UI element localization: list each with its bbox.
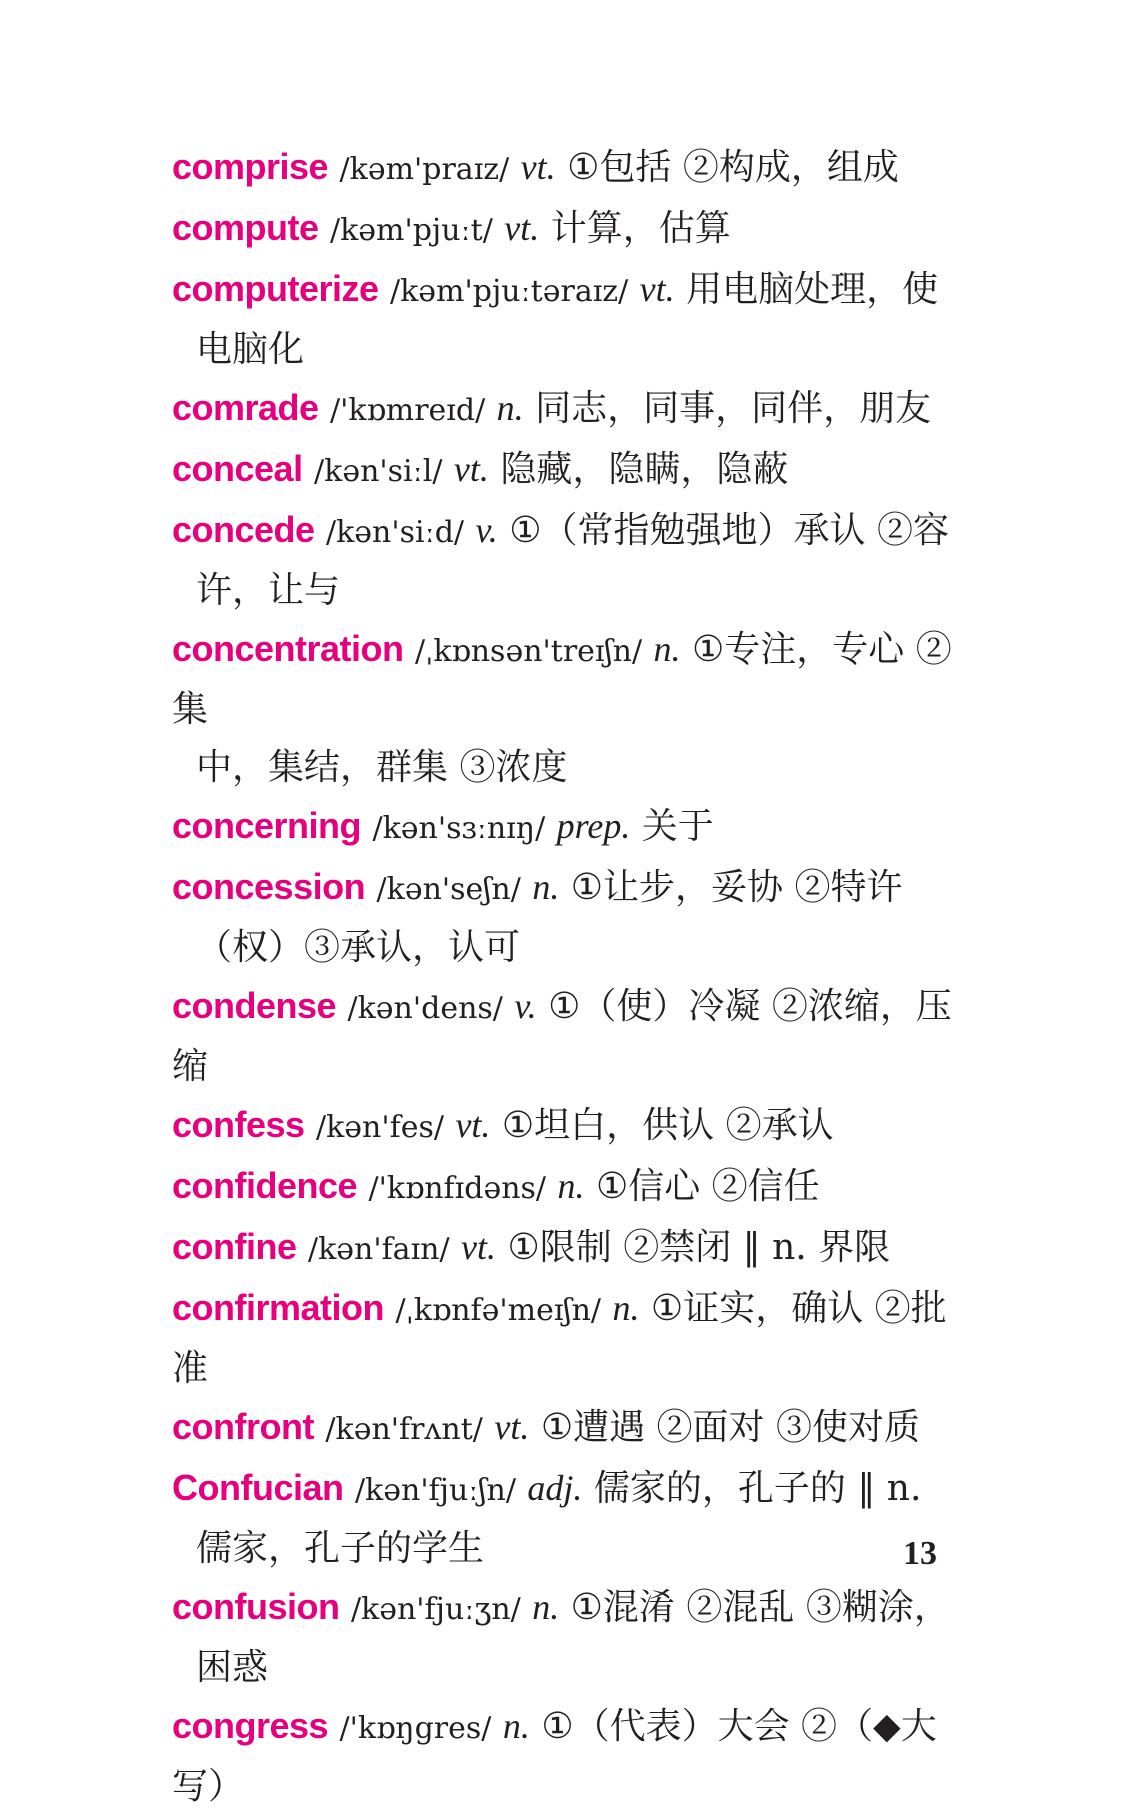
part-of-speech: v. (514, 986, 537, 1026)
part-of-speech: vt. (453, 449, 489, 489)
definition-continuation: 儒家，孔子的学生 (196, 1528, 485, 1569)
headword: confront (172, 1406, 314, 1447)
phonetic: /kən'siːl/ (314, 454, 443, 489)
definition: ①（使）冷凝 ②浓缩，压缩 (172, 986, 952, 1087)
definition-continuation: 许，让与 (196, 570, 341, 611)
entry-confine (172, 1218, 972, 1279)
definition-continuation: 中，集结，群集 ③浓度 (196, 747, 568, 788)
entry-concerning (172, 797, 972, 858)
part-of-speech: n. (532, 867, 560, 907)
phonetic: /'kɒmreɪd/ (330, 393, 486, 428)
phonetic: /kəm'praɪz/ (339, 152, 510, 187)
definition: ①限制 ②禁闭 ‖ n. 界限 (507, 1227, 891, 1268)
phonetic: /kən'seʃn/ (376, 872, 521, 907)
headword: comrade (172, 387, 319, 428)
part-of-speech: v. (475, 510, 498, 550)
entry-confront (172, 1398, 972, 1459)
definition: ①（常指勉强地）承认 ②容 (509, 510, 949, 551)
entry-confucian (172, 1459, 972, 1578)
headword: condense (172, 985, 337, 1026)
page-number: 13 (903, 1535, 937, 1572)
phonetic: /kən'faɪn/ (307, 1232, 450, 1267)
entry-concentration (172, 620, 972, 797)
headword: confusion (172, 1586, 340, 1627)
definition: ①让步，妥协 ②特许 (570, 867, 903, 908)
phonetic: /kən'fes/ (316, 1110, 444, 1145)
entry-comprise (172, 138, 972, 199)
definition-continuation: （权）③承认，认可 (196, 927, 521, 968)
phonetic: /kəm'pjuːtəraɪz/ (390, 274, 629, 309)
definition: ①证实，确认 ②批准 (172, 1288, 947, 1389)
definition: ①（代表）大会 ②（◆大写） (172, 1706, 937, 1807)
definition: 用电脑处理，使 (686, 269, 939, 310)
headword: concession (172, 866, 366, 907)
definition: ①遭遇 ②面对 ③使对质 (540, 1407, 920, 1448)
part-of-speech: n. (612, 1288, 640, 1328)
headword: concentration (172, 628, 404, 669)
entry-concede (172, 501, 972, 620)
phonetic: /kən'fjuːʒn/ (350, 1592, 521, 1627)
part-of-speech: vt. (520, 147, 556, 187)
headword: Confucian (172, 1467, 344, 1508)
headword: confirmation (172, 1287, 385, 1328)
dictionary-entries (172, 138, 972, 1816)
phonetic: /kəm'pjuːt/ (329, 213, 493, 248)
definition: ①包括 ②构成，组成 (567, 147, 899, 188)
entry-concession (172, 858, 972, 977)
headword: confine (172, 1226, 297, 1267)
part-of-speech: vt. (504, 208, 540, 248)
part-of-speech: n. (532, 1587, 560, 1627)
definition: 同志，同事，同伴，朋友 (535, 388, 932, 429)
headword: confidence (172, 1165, 358, 1206)
definition: ①专注，专心 ②集 (172, 629, 952, 730)
headword: computerize (172, 268, 379, 309)
phonetic: /'kɒŋgres/ (339, 1711, 492, 1746)
phonetic: /kən'dens/ (347, 991, 503, 1026)
phonetic: /ˌkɒnfə'meɪʃn/ (395, 1293, 602, 1328)
definition: 隐藏，隐瞒，隐蔽 (500, 449, 789, 490)
phonetic: /'kɒnfɪdəns/ (368, 1171, 547, 1206)
part-of-speech: vt. (461, 1227, 497, 1267)
part-of-speech: prep. (556, 806, 631, 846)
entry-condense (172, 977, 972, 1096)
definition: ①信心 ②信任 (595, 1166, 820, 1207)
phonetic: /kən'siːd/ (326, 515, 465, 550)
definition: ①坦白，供认 ②承认 (501, 1105, 834, 1146)
part-of-speech: vt. (455, 1105, 491, 1145)
definition: ①混淆 ②混乱 ③糊涂， (570, 1587, 950, 1628)
phonetic: /kən'fjuːʃn/ (354, 1473, 516, 1508)
phonetic: /kən'sɜːnɪŋ/ (372, 811, 546, 846)
headword: comprise (172, 146, 329, 187)
part-of-speech: n. (496, 388, 524, 428)
entry-comrade (172, 379, 972, 440)
definition-continuation: 电脑化 (196, 329, 305, 370)
headword: concerning (172, 805, 362, 846)
part-of-speech: adj. (527, 1468, 583, 1508)
definition: 关于 (641, 806, 714, 847)
part-of-speech: vt. (639, 269, 675, 309)
part-of-speech: n. (653, 629, 681, 669)
definition: 计算，估算 (550, 208, 731, 249)
phonetic: /ˌkɒnsən'treɪʃn/ (414, 634, 643, 669)
headword: confess (172, 1104, 305, 1145)
part-of-speech: n. (557, 1166, 585, 1206)
entry-confusion (172, 1578, 972, 1697)
phonetic: /kən'frʌnt/ (325, 1412, 483, 1447)
entry-congress (172, 1697, 972, 1816)
definition-continuation: 困惑 (196, 1647, 269, 1688)
entry-confess (172, 1096, 972, 1157)
entry-compute (172, 199, 972, 260)
definition: 儒家的，孔子的 ‖ n. (593, 1468, 922, 1509)
part-of-speech: vt. (494, 1407, 530, 1447)
entry-computerize (172, 260, 972, 379)
headword: compute (172, 207, 319, 248)
headword: concede (172, 509, 315, 550)
part-of-speech: n. (502, 1706, 530, 1746)
entry-conceal (172, 440, 972, 501)
entry-confidence (172, 1157, 972, 1218)
headword: conceal (172, 448, 303, 489)
entry-confirmation (172, 1279, 972, 1398)
headword: congress (172, 1705, 329, 1746)
